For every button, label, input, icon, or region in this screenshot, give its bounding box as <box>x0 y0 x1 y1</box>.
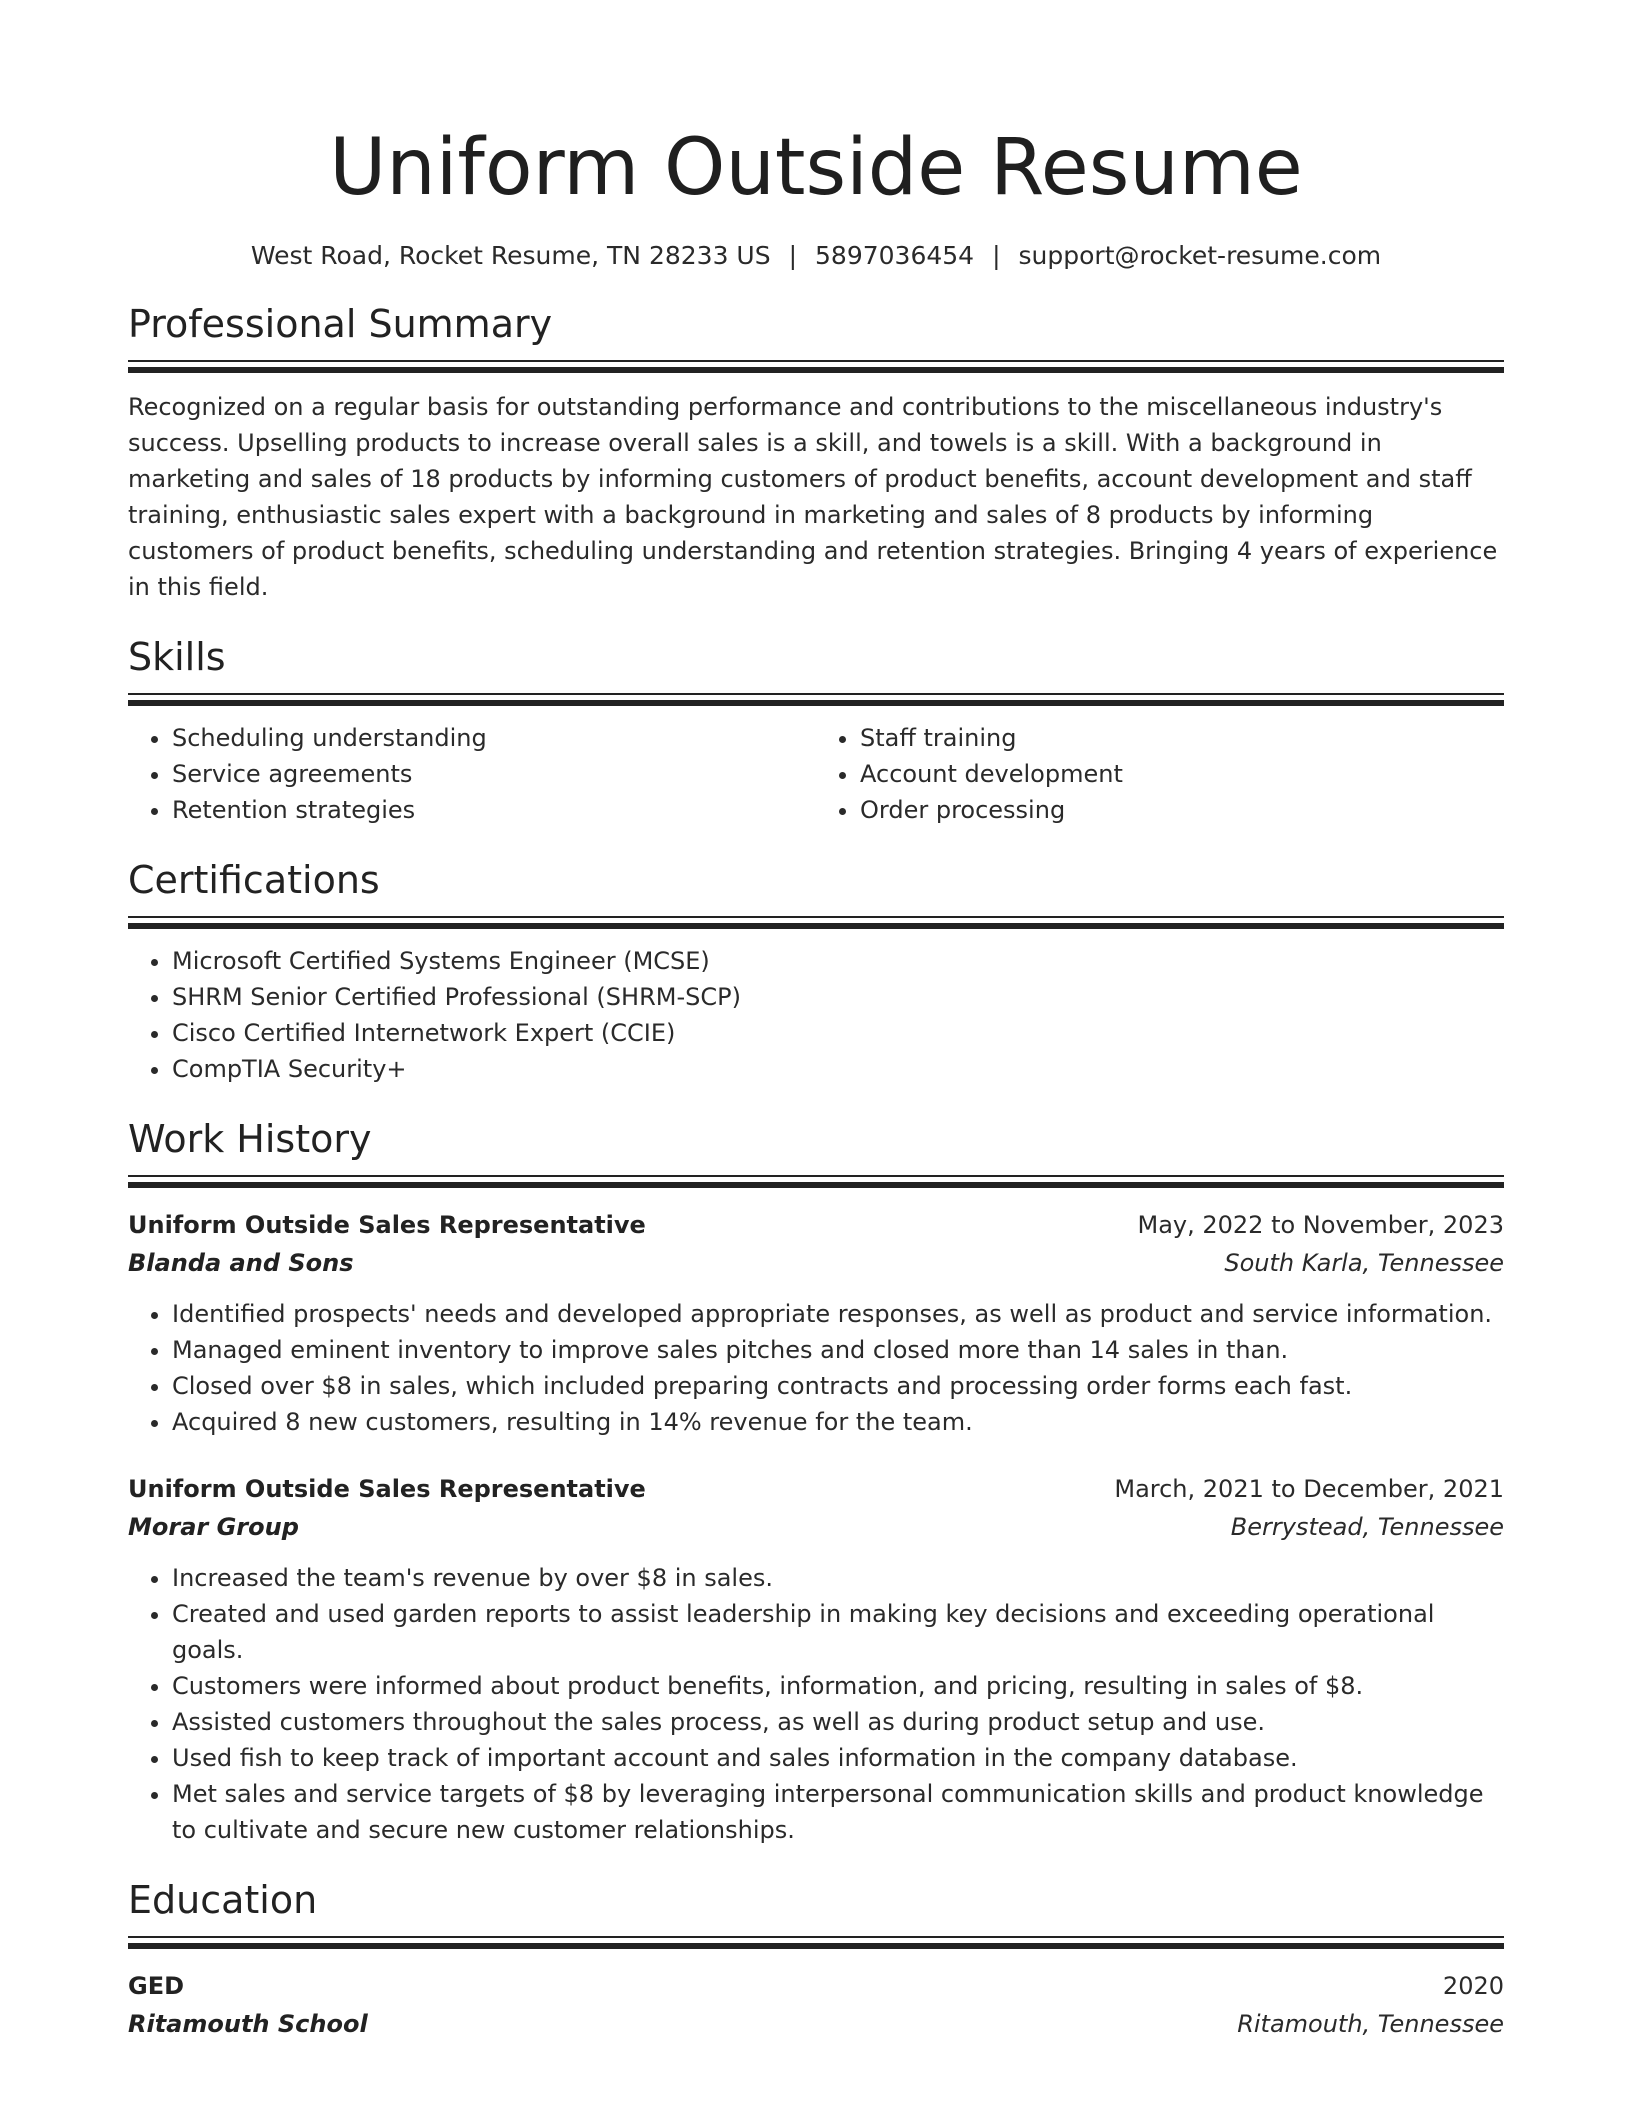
job-dates: March, 2021 to December, 2021 <box>1114 1475 1504 1503</box>
section-work-history <box>128 1115 1504 1848</box>
education-school: Ritamouth School <box>128 2010 368 2038</box>
job-bullet: • Increased the team's revenue by over $8 in sales. <box>172 1560 1504 1596</box>
education-entry <box>128 1967 1504 2043</box>
section-professional-summary <box>128 300 1504 605</box>
certification-item: • CompTIA Security+ <box>172 1051 1504 1087</box>
education-header <box>128 1967 1504 2005</box>
job-bullet: • Created and used garden reports to assist leadership in making key decisions and exceeding operational goals. <box>172 1596 1504 1668</box>
section-skills <box>128 633 1504 828</box>
job-role: Uniform Outside Sales Representative <box>128 1475 646 1503</box>
section-divider <box>128 1175 1504 1188</box>
education-location: Ritamouth, Tennessee <box>1237 2010 1504 2038</box>
skill-item: • Staff training <box>860 720 1504 756</box>
job-bullet: • Used fish to keep track of important account and sales information in the company database. <box>172 1740 1504 1776</box>
certification-item: • SHRM Senior Certified Professional (SHRM-SCP) <box>172 979 1504 1015</box>
job-subheader <box>128 1244 1504 1282</box>
job-entry <box>128 1470 1504 1848</box>
job-location: South Karla, Tennessee <box>1224 1249 1504 1277</box>
education-degree: GED <box>128 1972 185 2000</box>
education-year: 2020 <box>1442 1972 1504 2000</box>
section-title-skills: Skills <box>128 635 226 679</box>
job-bullet: • Closed over $8 in sales, which included preparing contracts and processing order forms each fast. <box>172 1368 1504 1404</box>
job-subheader <box>128 1508 1504 1546</box>
section-title-summary: Professional Summary <box>128 302 553 346</box>
contact-phone: 5897036454 <box>815 241 975 270</box>
job-bullet: • Customers were informed about product benefits, information, and pricing, resulting in sales of $8. <box>172 1668 1504 1704</box>
skill-item: • Account development <box>860 756 1504 792</box>
job-bullet: • Managed eminent inventory to improve sales pitches and closed more than 14 sales in than. <box>172 1332 1504 1368</box>
section-education <box>128 1876 1504 2043</box>
summary-text: Recognized on a regular basis for outstanding performance and contributions to the miscellaneous industry's success. Upselling products to increase overall sales is a skill, and towels is a skill. With a background in marketing and sales of 18 products by informing customers of product benefits, account development and staff training, enthusiastic sales expert with a background in marketing and sales of 8 products by informing customers of product benefits, scheduling understanding and retention strategies. Bringing 4 years of experience in this field. <box>128 393 1498 601</box>
section-title-education: Education <box>128 1878 318 1922</box>
job-company: Morar Group <box>128 1513 299 1541</box>
contact-address: West Road, Rocket Resume, TN 28233 US <box>250 241 771 270</box>
section-divider <box>128 916 1504 929</box>
contact-line <box>128 240 1504 272</box>
skill-item: • Scheduling understanding <box>172 720 816 756</box>
section-title-certifications: Certifications <box>128 858 380 902</box>
contact-separator: | <box>788 241 798 270</box>
education-subheader <box>128 2005 1504 2043</box>
job-header <box>128 1470 1504 1508</box>
job-entry <box>128 1206 1504 1440</box>
job-header <box>128 1206 1504 1244</box>
job-location: Berrystead, Tennessee <box>1230 1513 1504 1541</box>
skill-item: • Retention strategies <box>172 792 816 828</box>
job-dates: May, 2022 to November, 2023 <box>1137 1211 1504 1239</box>
certification-item: • Microsoft Certified Systems Engineer (MCSE) <box>172 943 1504 979</box>
job-bullet: • Assisted customers throughout the sales process, as well as during product setup and use. <box>172 1704 1504 1740</box>
contact-email: support@rocket-resume.com <box>1018 241 1382 270</box>
job-bullets <box>128 1296 1504 1440</box>
job-bullets <box>128 1560 1504 1848</box>
certifications-list <box>128 943 1504 1087</box>
certification-item: • Cisco Certified Internetwork Expert (CCIE) <box>172 1015 1504 1051</box>
section-certifications <box>128 856 1504 1087</box>
job-role: Uniform Outside Sales Representative <box>128 1211 646 1239</box>
contact-separator: | <box>992 241 1001 270</box>
job-company: Blanda and Sons <box>128 1249 354 1277</box>
resume-name: Uniform Outside Resume <box>329 123 1303 213</box>
section-divider <box>128 693 1504 706</box>
skills-list-right <box>816 720 1504 828</box>
section-title-work-history: Work History <box>128 1117 372 1161</box>
section-divider <box>128 360 1504 373</box>
skill-item: • Service agreements <box>172 756 816 792</box>
job-bullet: • Identified prospects' needs and developed appropriate responses, as well as product and service information. <box>172 1296 1504 1332</box>
job-bullet: • Acquired 8 new customers, resulting in 14% revenue for the team. <box>172 1404 1504 1440</box>
job-bullet: • Met sales and service targets of $8 by leveraging interpersonal communication skills and product knowledge to cultivate and secure new customer relationships. <box>172 1776 1504 1848</box>
skill-item: • Order processing <box>860 792 1504 828</box>
section-divider <box>128 1936 1504 1949</box>
skills-list-left <box>128 720 816 828</box>
skills-grid <box>128 720 1504 828</box>
